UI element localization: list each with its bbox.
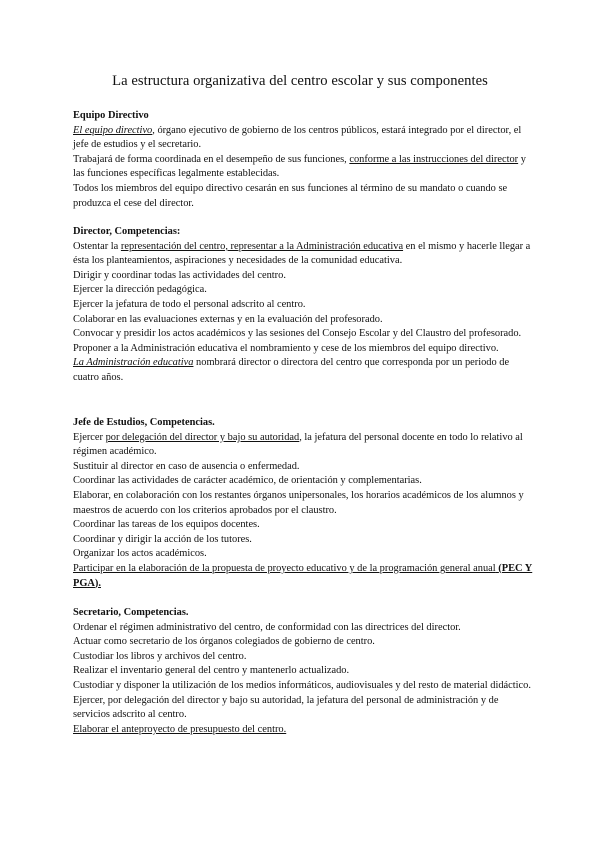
secretario-item-5: Custodiar y disponer la utilización de los medios informáticos, audiovisuales y del resto de material didáctico.: [73, 679, 531, 691]
equipo-paragraph-3: Todos los miembros del equipo directivo cesarán en sus funciones al término de su mandato o cuando se produzca el cese del director.: [73, 182, 508, 209]
director-heading: Director, Competencias:: [73, 226, 181, 237]
jefe-item-8: [73, 562, 533, 591]
document-title: La estructura organizativa del centro escolar y sus componentes: [112, 73, 488, 89]
section-equipo-directivo: [73, 109, 533, 211]
equipo-paragraph-2: Trabajará de forma coordinada en el desempeño de sus funciones, conforme a las instrucciones del director y las funciones específicas legalmente establecidas.: [73, 153, 526, 180]
delegacion-director-link[interactable]: por delegación del director y bajo su autoridad: [105, 431, 300, 443]
director-item-3: Ejercer la dirección pedagógica.: [73, 284, 207, 296]
secretario-item-6: Ejercer, por delegación del director y bajo su autoridad, la jefatura del personal de administración y de servicios adscrito al centro.: [73, 694, 499, 721]
director-item-5: Colaborar en las evaluaciones externas y en la evaluación del profesorado.: [73, 313, 383, 325]
instrucciones-director-link[interactable]: conforme a las instrucciones del director: [349, 153, 519, 165]
section-jefe-estudios: [73, 416, 533, 591]
jefe-heading: Jefe de Estudios, Competencias.: [73, 417, 215, 428]
jefe-item-2: Sustituir al director en caso de ausencia o enfermedad.: [73, 460, 300, 472]
secretario-heading: Secretario, Competencias.: [73, 607, 189, 618]
section-director: [73, 225, 533, 386]
proyecto-educativo-link[interactable]: Participar en la elaboración de la propuesta de proyecto educativo y de la programación general anual (PEC Y PGA).: [73, 562, 533, 589]
secretario-item-7: [73, 723, 533, 738]
jefe-item-5: Coordinar las tareas de los equipos docentes.: [73, 519, 260, 531]
director-item-1: Ostentar la representación del centro, representar a la Administración educativa en el mismo y hacerle llegar a ésta los planteamientos, aspiraciones y necesidades de la comunidad educativa.: [73, 240, 531, 267]
secretario-item-1: Ordenar el régimen administrativo del centro, de conformidad con las directrices del director.: [73, 621, 461, 633]
equipo-directivo-link[interactable]: El equipo directivo: [73, 124, 153, 136]
director-item-6: Convocar y presidir los actos académicos y las sesiones del Consejo Escolar y del Claustro del profesorado.: [73, 328, 522, 340]
equipo-paragraph-1: El equipo directivo, órgano ejecutivo de gobierno de los centros públicos, estará integrado por el director, el jefe de estudios y el secretario.: [73, 124, 522, 151]
director-item-8: La Administración educativa nombrará director o directora del centro que corresponda por un periodo de cuatro años.: [73, 357, 510, 383]
director-item-7: Proponer a la Administración educativa el nombramiento y cese de los miembros del equipo directivo.: [73, 342, 499, 354]
jefe-item-6: Coordinar y dirigir la acción de los tutores.: [73, 533, 252, 545]
jefe-item-1: Ejercer por delegación del director y bajo su autoridad, la jefatura del personal docente en todo lo relativo al régimen académico.: [73, 431, 523, 458]
section-secretario: [73, 606, 533, 737]
anteproyecto-link[interactable]: Elaborar el anteproyecto de presupuesto del centro.: [73, 723, 287, 735]
director-item-4: Ejercer la jefatura de todo el personal adscrito al centro.: [73, 298, 306, 310]
representacion-link[interactable]: representación del centro, representar a la Administración educativa: [120, 240, 404, 252]
secretario-item-2: Actuar como secretario de los órganos colegiados de gobierno de centro.: [73, 636, 375, 648]
equipo-heading: Equipo Directivo: [73, 110, 149, 121]
jefe-item-7: Organizar los actos académicos.: [73, 548, 207, 560]
jefe-item-3: Coordinar las actividades de carácter académico, de orientación y complementarias.: [73, 475, 422, 487]
jefe-item-4: Elaborar, en colaboración con los restantes órganos unipersonales, los horarios académicos de los alumnos y maestros de acuerdo con los criterios aprobados por el claustro.: [73, 489, 524, 516]
secretario-item-3: Custodiar los libros y archivos del centro.: [73, 650, 247, 662]
secretario-item-4: Realizar el inventario general del centro y mantenerlo actualizado.: [73, 665, 350, 677]
director-item-2: Dirigir y coordinar todas las actividades del centro.: [73, 269, 286, 281]
administracion-educativa-link[interactable]: La Administración educativa: [73, 357, 194, 369]
